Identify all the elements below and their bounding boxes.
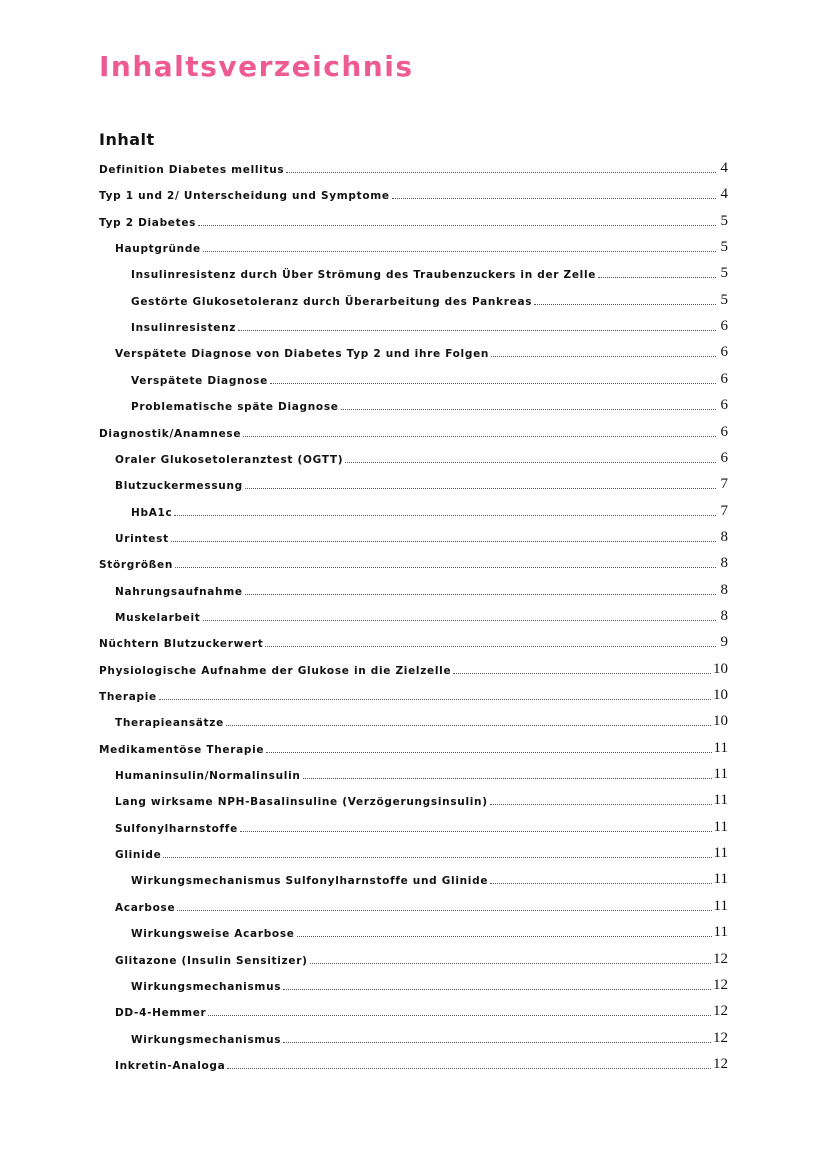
toc-entry[interactable] (115, 340, 728, 360)
toc-entry-title: Medikamentöse Therapie (99, 743, 265, 756)
toc-entry[interactable] (115, 762, 728, 782)
toc-entry[interactable] (99, 657, 728, 677)
toc-entry[interactable] (115, 841, 728, 861)
toc-entry-title: Wirkungsmechanismus (131, 980, 282, 993)
toc-entry-page: 4 (720, 186, 728, 203)
toc-entry[interactable] (99, 551, 728, 571)
toc-entry-page: 12 (713, 976, 728, 993)
toc-entry-title: Blutzuckermessung (115, 480, 243, 493)
dot-leader (198, 224, 716, 226)
toc-entry-page: 8 (720, 528, 728, 545)
toc-entry-page: 6 (720, 449, 728, 466)
toc-entry[interactable] (131, 973, 728, 993)
toc-entry-page: 5 (720, 212, 728, 229)
toc-entry[interactable] (115, 788, 728, 808)
toc-entry-page: 4 (720, 160, 728, 176)
toc-entry-title: Gestörte Glukosetoleranz durch Überarbeitung des Pankreas (131, 295, 533, 308)
toc-entry-title: Störgrößen (99, 559, 174, 572)
toc-entry-page: 12 (713, 1029, 728, 1046)
toc-entry-page: 11 (713, 897, 728, 914)
dot-leader (159, 698, 711, 700)
toc-entry-title: Problematische späte Diagnose (131, 401, 339, 414)
toc-entry[interactable] (115, 1052, 728, 1072)
toc-entry-title: Hauptgründe (115, 243, 201, 256)
toc-entry-page: 6 (720, 318, 728, 335)
dot-leader (310, 962, 711, 964)
toc-entry-title: Nahrungsaufnahme (115, 585, 243, 598)
dot-leader (203, 250, 716, 252)
dot-leader (345, 461, 716, 463)
toc-entry-page: 8 (720, 607, 728, 624)
toc-entry-page: 5 (720, 239, 728, 256)
toc-entry-title: Acarbose (115, 901, 176, 914)
toc-entry-title: Typ 1 und 2/ Unterscheidung und Symptome (99, 190, 390, 203)
dot-leader (297, 935, 712, 937)
dot-leader (266, 751, 711, 753)
toc-entry[interactable] (99, 209, 728, 229)
toc-entry-title: Inkretin-Analoga (115, 1059, 226, 1072)
dot-leader (227, 1067, 711, 1069)
dot-leader (303, 777, 712, 779)
toc-entry-title: Muskelarbeit (115, 611, 201, 624)
dot-leader (490, 803, 712, 805)
toc-entry-page: 9 (720, 634, 728, 651)
dot-leader (174, 514, 716, 516)
toc-entry-title: HbA1c (131, 506, 173, 519)
toc-entry-title: Insulinresistenz (131, 322, 237, 335)
toc-entry-page: 10 (713, 687, 728, 703)
toc-entry[interactable] (115, 604, 728, 624)
toc-entry-title: Definition Diabetes mellitus (99, 164, 285, 176)
toc-entry-title: Oraler Glukosetoleranztest (OGTT) (115, 453, 344, 466)
dot-leader (163, 856, 711, 858)
dot-leader (392, 197, 716, 199)
toc-entry-page: 12 (713, 950, 728, 967)
toc-entry-title: Typ 2 Diabetes (99, 216, 197, 229)
toc-entry[interactable] (115, 894, 728, 914)
toc-entry-title: DD-4-Hemmer (115, 1007, 207, 1020)
dot-leader (245, 593, 716, 595)
toc-entry-title: Sulfonylharnstoffe (115, 822, 238, 835)
dot-leader (286, 171, 716, 173)
toc-entry-page: 6 (720, 397, 728, 414)
toc-entry-page: 11 (713, 792, 728, 809)
toc-entry-title: Urintest (115, 532, 169, 545)
toc-entry-page: 11 (713, 766, 728, 783)
dot-leader (203, 619, 716, 621)
toc-entry-page: 7 (720, 502, 728, 519)
toc-entry-title: Diagnostik/Anamnese (99, 427, 242, 440)
toc-entry[interactable] (99, 420, 728, 440)
toc-entry-title: Wirkungsweise Acarbose (131, 928, 295, 941)
toc-entry-title: Physiologische Aufnahme der Glukose in die Zielzelle (99, 664, 452, 677)
dot-leader (534, 303, 716, 305)
toc-entry-page: 6 (720, 344, 728, 361)
toc-entry[interactable] (131, 367, 728, 387)
toc-entry-title: Nüchtern Blutzuckerwert (99, 638, 264, 651)
toc-entry-page: 11 (713, 818, 728, 835)
page-title: Inhaltsverzeichnis (99, 50, 414, 83)
dot-leader (490, 882, 711, 884)
toc-entry[interactable] (115, 947, 728, 967)
toc-heading: Inhalt (99, 130, 155, 149)
toc-entry-page: 8 (720, 555, 728, 572)
dot-leader (491, 355, 716, 357)
toc-entry-title: Humaninsulin/Normalinsulin (115, 770, 301, 783)
toc-entry[interactable] (115, 709, 728, 729)
toc-entry-page: 10 (713, 713, 728, 730)
toc-entry-page: 8 (720, 581, 728, 598)
toc-entry-page: 5 (720, 265, 728, 282)
toc-entry[interactable] (131, 867, 728, 887)
toc-entry-page: 7 (720, 476, 728, 493)
toc-entry[interactable] (131, 920, 728, 940)
toc-entry[interactable] (131, 393, 728, 413)
toc-entry[interactable] (99, 736, 728, 756)
toc-entry-title: Wirkungsmechanismus Sulfonylharnstoffe und Glinide (131, 875, 489, 888)
toc-entry-title: Glinide (115, 849, 162, 862)
toc-entry-title: Therapie (99, 691, 157, 703)
toc-entry[interactable] (131, 314, 728, 334)
dot-leader (238, 329, 716, 331)
toc-entry-title: Verspätete Diagnose von Diabetes Typ 2 und ihre Folgen (115, 348, 490, 361)
dot-leader (270, 382, 716, 384)
dot-leader (265, 645, 716, 647)
toc-entry-page: 11 (713, 871, 728, 888)
toc-entry[interactable] (115, 999, 728, 1019)
dot-leader (177, 909, 711, 911)
toc-entry-page: 12 (713, 1055, 728, 1072)
dot-leader (245, 487, 716, 489)
toc-entry-page: 10 (713, 660, 728, 677)
toc-entry-page: 11 (713, 924, 728, 941)
toc-entry[interactable] (99, 683, 728, 703)
dot-leader (341, 408, 716, 410)
toc-entry[interactable] (115, 525, 728, 545)
toc-entry[interactable] (115, 472, 728, 492)
toc-entry[interactable] (115, 578, 728, 598)
toc-entry-title: Lang wirksame NPH-Basalinsuline (Verzögerungsinsulin) (115, 796, 488, 809)
toc-entry-page: 11 (713, 739, 728, 756)
toc-entry-page: 12 (713, 1003, 728, 1020)
toc-entry[interactable] (131, 499, 728, 519)
dot-leader (283, 988, 711, 990)
dot-leader (243, 435, 716, 437)
dot-leader (171, 540, 716, 542)
toc-entry-title: Verspätete Diagnose (131, 374, 268, 387)
toc-entry-page: 5 (720, 291, 728, 308)
toc-entry[interactable] (115, 446, 728, 466)
dot-leader (208, 1014, 711, 1016)
toc-entry-title: Therapieansätze (115, 717, 224, 730)
toc-entry[interactable] (131, 1026, 728, 1046)
toc-entry-page: 11 (713, 845, 728, 862)
dot-leader (240, 830, 712, 832)
dot-leader (175, 566, 716, 568)
toc-entry[interactable] (99, 630, 728, 650)
dot-leader (598, 276, 716, 278)
toc-entry[interactable] (99, 182, 728, 202)
toc-entry[interactable] (131, 288, 728, 308)
toc-entry[interactable] (115, 815, 728, 835)
toc-entry-page: 6 (720, 423, 728, 440)
dot-leader (453, 672, 711, 674)
toc-entry-title: Wirkungsmechanismus (131, 1033, 282, 1046)
toc-entry[interactable] (131, 261, 728, 281)
toc-entry[interactable] (99, 156, 728, 176)
toc-entry-page: 6 (720, 370, 728, 387)
dot-leader (226, 724, 711, 726)
toc-entry-title: Insulinresistenz durch Über Strömung des Traubenzuckers in der Zelle (131, 269, 597, 282)
toc-entry[interactable] (115, 235, 728, 255)
dot-leader (283, 1041, 711, 1043)
toc-entry-title: Glitazone (Insulin Sensitizer) (115, 954, 308, 967)
